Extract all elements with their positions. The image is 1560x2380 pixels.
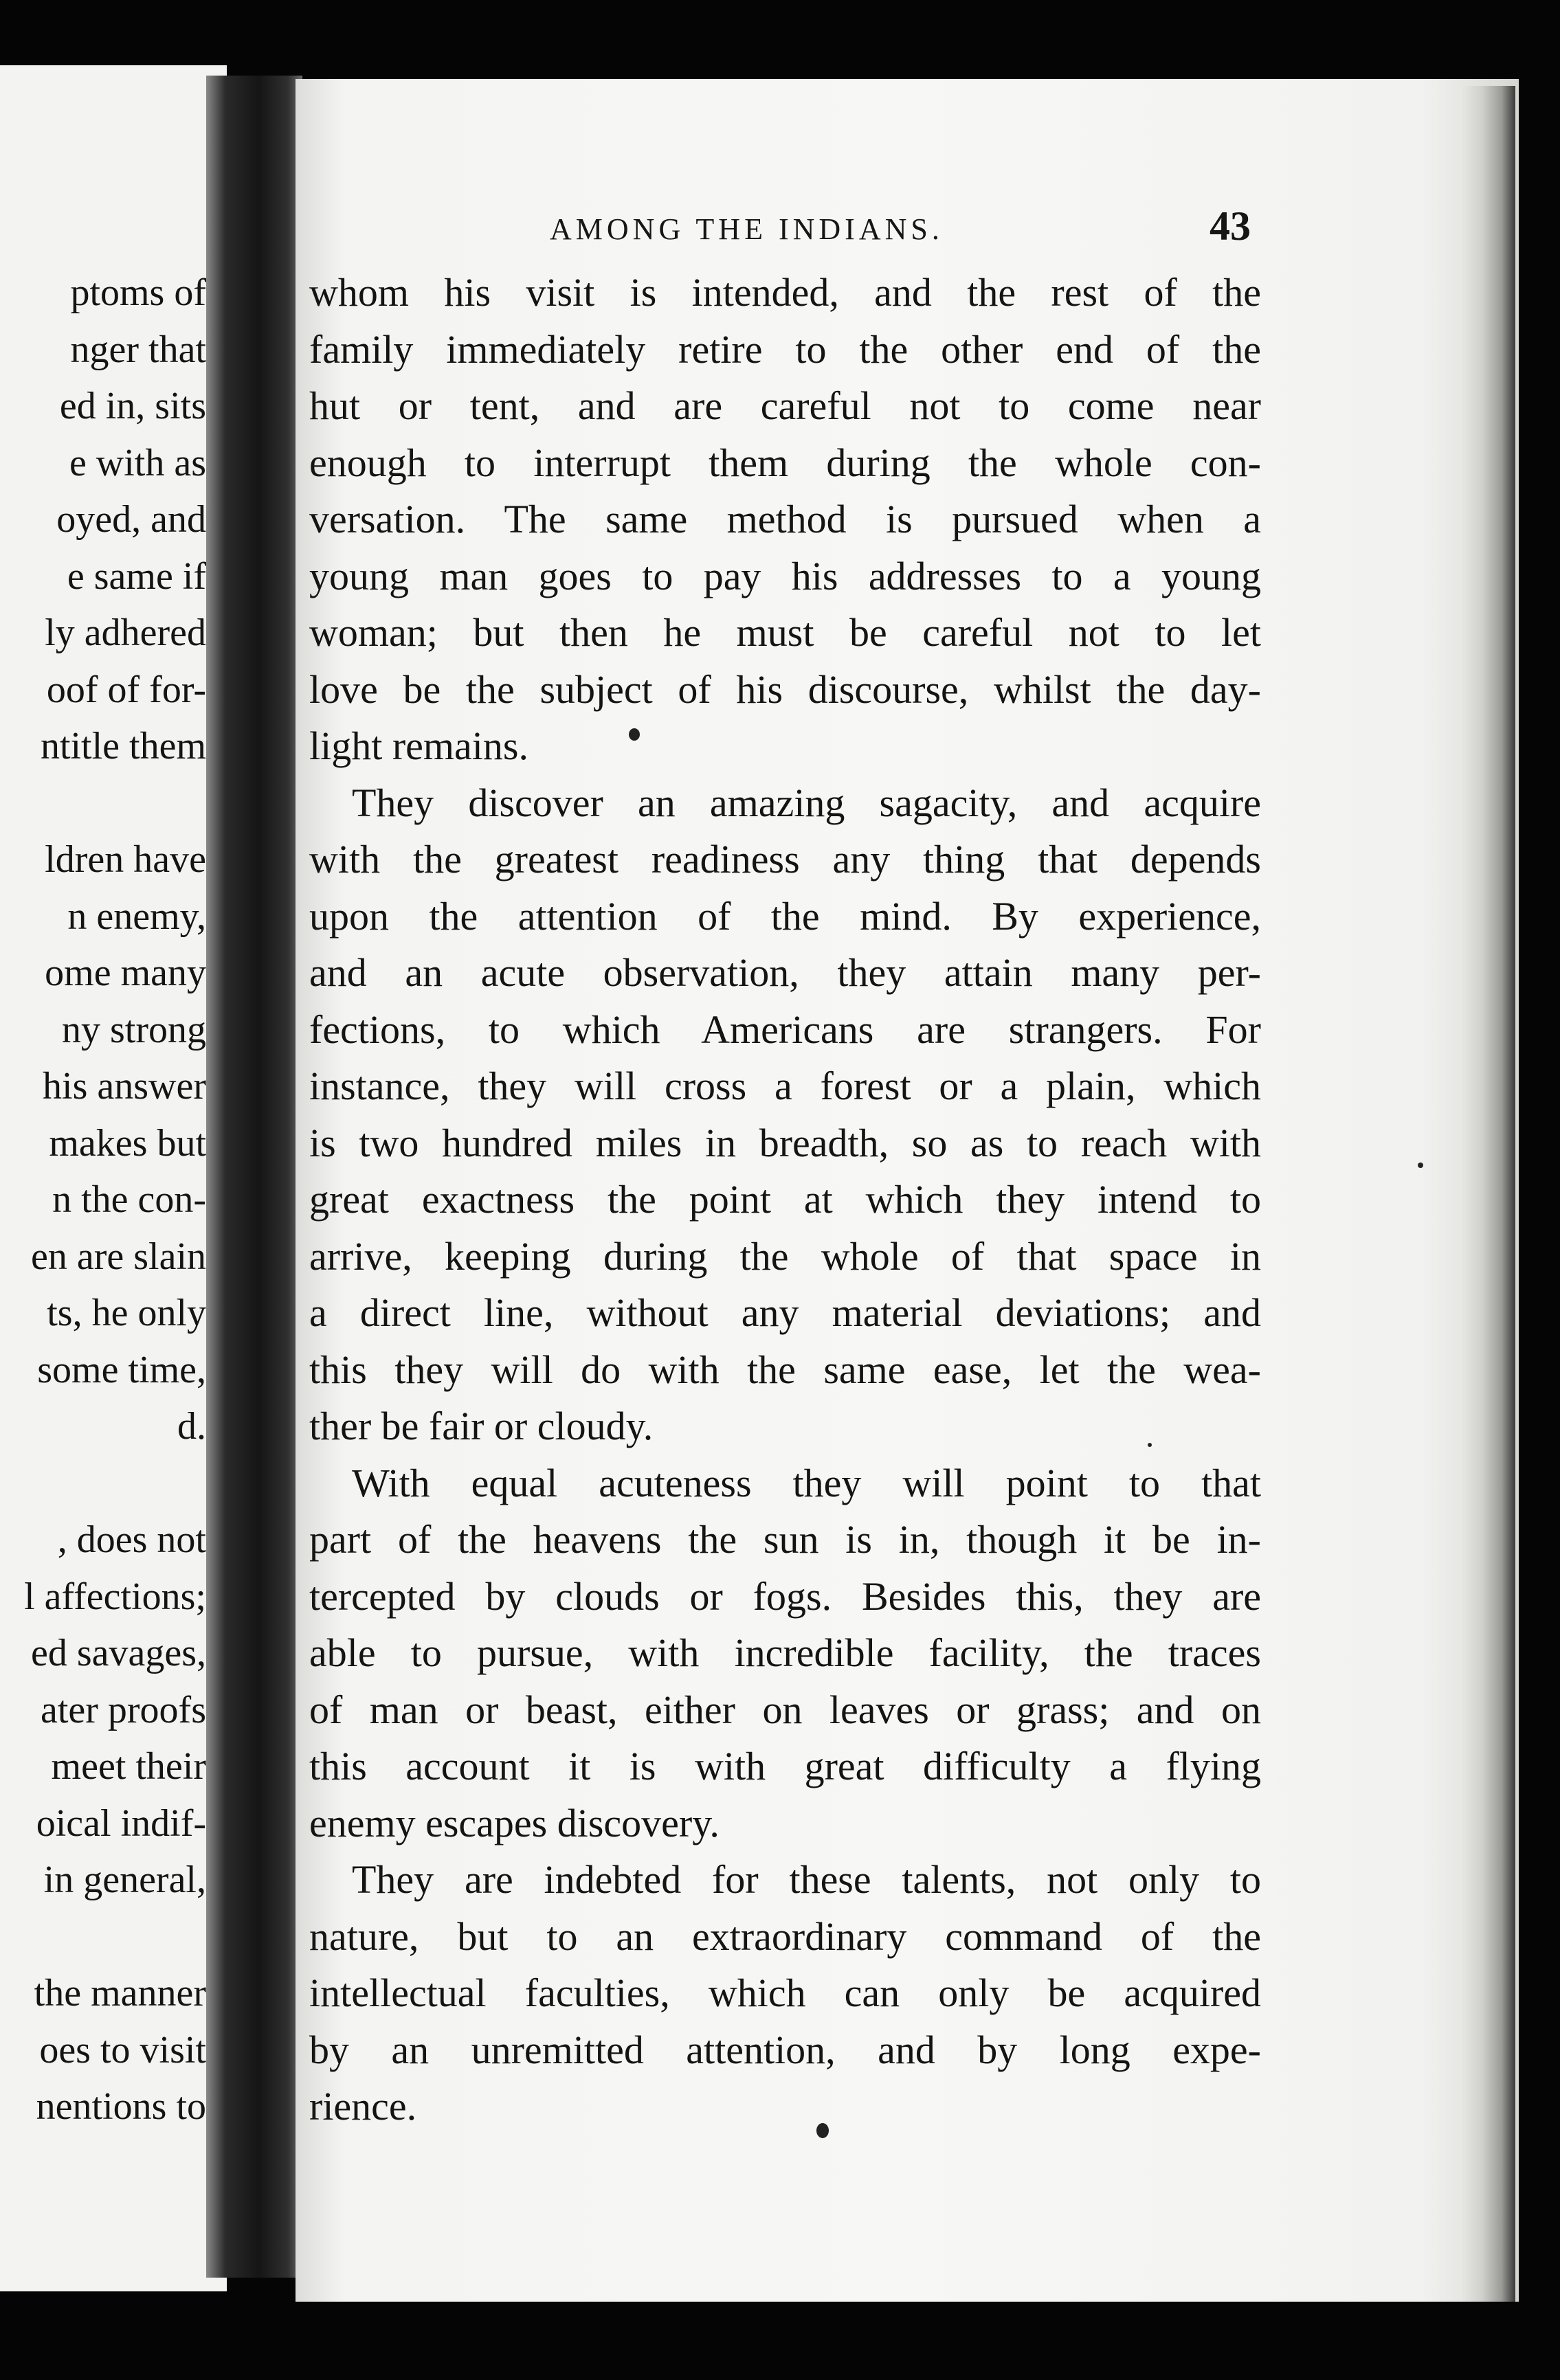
left-page-line: n enemy, [67, 895, 206, 938]
left-page-line: ts, he only [47, 1292, 206, 1334]
text-line: with the greatest readiness any thing that depends [309, 837, 1261, 882]
left-page-line: the manner [34, 1972, 206, 2014]
text-line: They discover an amazing sagacity, and acquire [352, 780, 1261, 825]
left-page-line: oes to visit [39, 2028, 206, 2072]
text-line: able to pursue, with incredible facility, the traces [309, 1630, 1261, 1675]
text-line: With equal acuteness they will point to that [352, 1460, 1261, 1505]
text-line: this they will do with the same ease, let the wea- [309, 1347, 1261, 1392]
left-page-line: en are slain [31, 1235, 206, 1278]
running-head: AMONG THE INDIANS. [550, 212, 944, 246]
left-facing-page [0, 65, 227, 2291]
text-line: and an acute observation, they attain many per- [309, 950, 1261, 995]
left-page-line: n the con- [52, 1178, 206, 1221]
left-page-line: ome many [45, 952, 206, 994]
text-line: woman; but then he must be careful not to let [309, 610, 1261, 655]
book-gutter-shadow [206, 76, 302, 2278]
text-line: intellectual faculties, which can only be acquired [309, 1971, 1261, 2015]
left-page-line: ly adhered [45, 611, 206, 654]
text-line: ther be fair or cloudy. [309, 1404, 654, 1448]
left-page-line: e with as [69, 441, 206, 484]
body-text [309, 265, 1261, 2135]
text-line: by an unremitted attention, and by long expe- [309, 2027, 1261, 2072]
left-page-line: meet their [51, 1745, 206, 1788]
left-page-line: ntitle them [40, 725, 206, 767]
text-line: whom his visit is intended, and the rest of the [309, 270, 1261, 315]
left-page-line [0, 775, 206, 832]
left-page-line: oyed, and [56, 498, 206, 541]
text-line: of man or beast, either on leaves or grass; and on [309, 1687, 1261, 1732]
text-line: family immediately retire to the other end of the [309, 326, 1261, 372]
left-page-line: e same if [67, 554, 206, 598]
left-page-text [0, 265, 206, 2135]
text-line: love be the subject of his discourse, whilst the day- [309, 666, 1261, 712]
text-line: fections, to which Americans are strangers. For [309, 1007, 1261, 1052]
left-page-line: makes but [49, 1121, 206, 1165]
left-page-line [0, 1909, 206, 1966]
paragraph [309, 265, 1261, 775]
text-line: nature, but to an extraordinary command of the [309, 1913, 1261, 1959]
left-page-line: ater proofs [40, 1688, 206, 1731]
left-page-line: ldren have [45, 838, 206, 881]
left-page-line: ny strong [62, 1008, 206, 1051]
left-page-line: some time, [37, 1348, 206, 1391]
page-edge [1460, 86, 1515, 2302]
left-page-line: nger that [70, 328, 206, 371]
text-line: tercepted by clouds or fogs. Besides this, they are [309, 1573, 1261, 1619]
paragraph [309, 1852, 1261, 2135]
text-line: great exactness the point at which they intend to [309, 1177, 1261, 1222]
left-page-line: ptoms of [70, 271, 206, 314]
text-line: part of the heavens the sun is in, though it be in- [309, 1517, 1261, 1562]
text-line: enemy escapes discovery. [309, 1800, 720, 1845]
left-page-line [0, 1455, 206, 1512]
text-line: enough to interrupt them during the whole con- [309, 440, 1261, 485]
paragraph [309, 775, 1261, 1455]
text-line: versation. The same method is pursued when a [309, 497, 1261, 541]
text-line: a direct line, without any material deviations; and [309, 1290, 1261, 1335]
left-page-line: oof of for- [46, 668, 206, 711]
paragraph [309, 1455, 1261, 1852]
left-page-line: nentions to [36, 2085, 206, 2128]
left-page-line: , does not [57, 1518, 206, 1561]
left-page-line: in general, [43, 1859, 206, 1901]
text-line: light remains. [309, 723, 528, 768]
left-page-line: ed in, sits [59, 385, 206, 427]
text-line: hut or tent, and are careful not to come near [309, 383, 1261, 428]
left-page-line: l affections; [24, 1575, 206, 1618]
left-page-line: ed savages, [30, 1632, 206, 1674]
text-line: instance, they will cross a forest or a plain, which [309, 1064, 1261, 1108]
text-line: young man goes to pay his addresses to a young [309, 553, 1261, 598]
text-line: They are indebted for these talents, not only to [352, 1857, 1261, 1902]
left-page-line: his answer [43, 1065, 206, 1108]
page-number: 43 [1210, 203, 1251, 249]
left-page-line: oical indif- [36, 1801, 206, 1845]
text-line: this account it is with great difficulty a flying [309, 1744, 1261, 1788]
text-line: rience. [309, 2084, 417, 2129]
text-line: arrive, keeping during the whole of that space in [309, 1233, 1261, 1279]
text-line: is two hundred miles in breadth, so as to reach with [309, 1120, 1261, 1165]
left-page-line: d. [177, 1405, 206, 1448]
text-line: upon the attention of the mind. By experience, [309, 893, 1261, 939]
